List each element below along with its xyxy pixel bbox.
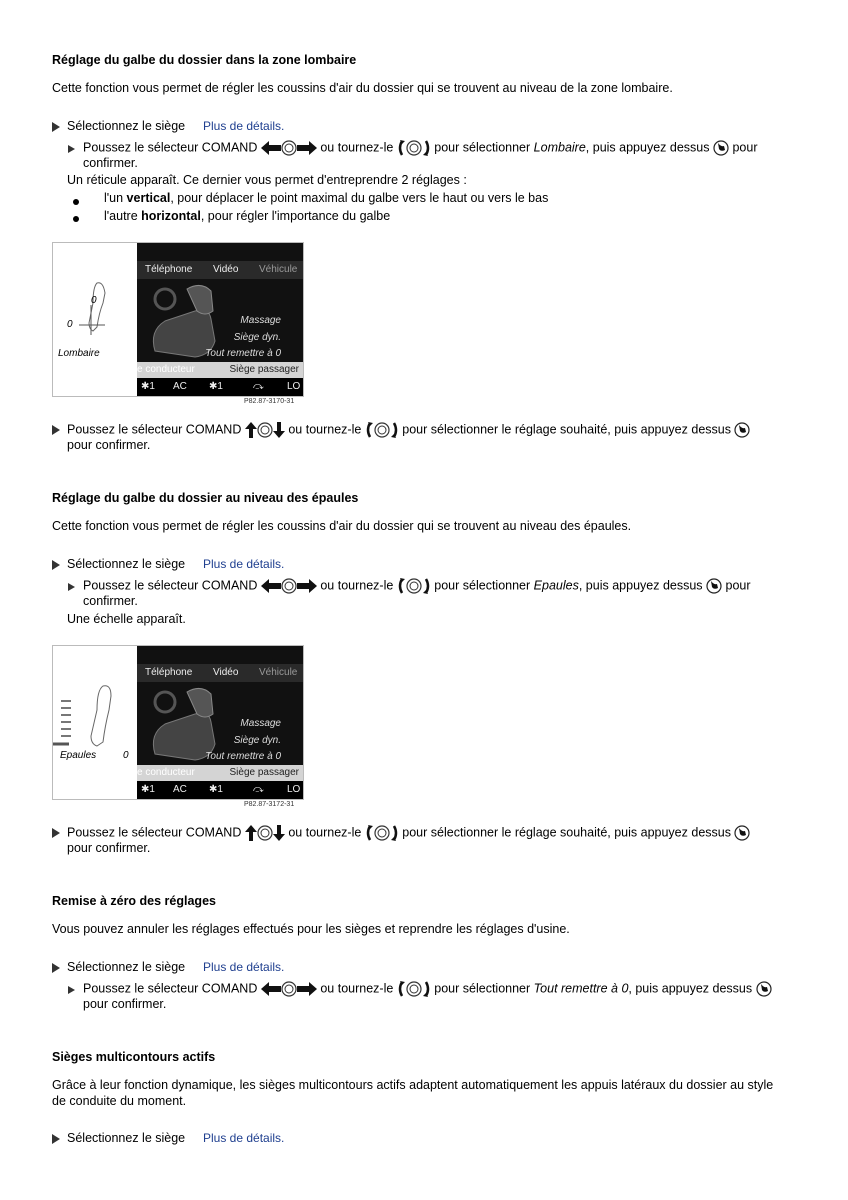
tab-telephone: Téléphone [145,264,193,275]
details-link[interactable]: Plus de détails. [203,1131,285,1145]
tab-vehicule: Véhicule [259,264,298,275]
tab-video: Vidéo [213,264,239,275]
press-knob-icon [734,422,750,438]
confirm-text: pour confirmer. [83,997,167,1011]
bullet-icon [52,1133,60,1147]
confirm-text: pour confirmer. [67,438,151,452]
sub-bullet-icon [68,983,75,997]
arrow-down-icon [273,825,285,841]
bullet-dot [73,194,79,208]
reticle-text: Un réticule apparaît. Ce dernier vous permet d'entreprendre 2 réglages : [67,173,467,187]
comand-text-a: Poussez le sélecteur COMAND [83,578,258,593]
arrow-right-icon [297,982,317,996]
comand-text-b: ou tournez-le [320,578,394,593]
details-link[interactable]: Plus de détails. [203,960,285,974]
menu-reset: Tout remettre à 0 [205,348,281,359]
figure-lombaire [52,242,304,397]
seat-bar [137,362,303,378]
comand-text-c: pour sélectionner [434,578,531,593]
intro-multicontour-1: Grâce à leur fonction dynamique, les sièges multicontours actifs adaptent automatiquement les appuis latéraux du dossier au style [52,1078,774,1092]
section-title-lombaire: Réglage du galbe du dossier dans la zone lombaire [52,53,357,67]
fan-right: ✱1 [209,381,223,392]
airflow-icon: ⤼ [253,381,264,392]
side-label: Lombaire [58,348,100,359]
bullet-vertical: l'un vertical, pour déplacer le point maximal du galbe vers le haut ou vers le bas [104,191,549,205]
scale-zero-left: 0 [67,319,73,330]
side-label: Epaules [60,750,97,761]
tab-telephone: Téléphone [145,667,193,678]
comand-text-d: , puis appuyez dessus [585,140,710,155]
comand-text-d: , puis appuyez dessus [628,981,753,996]
step2-text-c: pour sélectionner le réglage souhaité, puis appuyez dessus [402,825,731,840]
climate-bar [137,378,303,396]
comand-instruction [83,577,751,595]
arrow-down-icon [273,422,285,438]
rotate-knob-icon [365,421,399,439]
press-knob-icon [756,981,772,997]
figure-caption: P82.87-3170-31 [244,398,295,405]
fan-right: ✱1 [209,784,223,795]
arrow-right-icon [297,579,317,593]
screen-tabs [137,664,303,682]
intro-multicontour-2: de conduite du moment. [52,1094,187,1108]
arrow-up-icon [245,825,257,841]
confirm-text: confirmer. [83,594,138,608]
figure-caption: P82.87-3172-31 [244,801,295,808]
select-setting-instruction [67,421,750,439]
step2-text-c: pour sélectionner le réglage souhaité, puis appuyez dessus [402,422,731,437]
bullet-icon [52,424,60,438]
comand-text-b: ou tournez-le [320,140,394,155]
bar-passager: Siège passager [229,364,299,375]
press-knob-icon [706,578,722,594]
select-seat-text: Sélectionnez le siège [67,119,186,133]
knob-icon [281,578,297,594]
knob-icon [281,140,297,156]
bullet-icon [52,962,60,976]
intro-reset: Vous pouvez annuler les réglages effectués pour les sièges et reprendre les réglages d'usine. [52,922,570,936]
bar-passager: Siège passager [229,767,299,778]
comand-text-a: Poussez le sélecteur COMAND [83,140,258,155]
details-link[interactable]: Plus de détails. [203,557,285,571]
airflow-icon: ⤼ [253,784,264,795]
option-lombaire: Lombaire [533,140,586,155]
intro-epaules: Cette fonction vous permet de régler les coussins d'air du dossier qui se trouvent au niveau des épaules. [52,519,632,533]
figure-epaules [52,645,304,800]
scale-zero-top: 0 [91,295,97,306]
confirm-text: confirmer. [83,156,138,170]
bullet-icon [52,827,60,841]
comand-text-a: Poussez le sélecteur COMAND [83,981,258,996]
step2-text-a: Poussez le sélecteur COMAND [67,422,242,437]
bullet-icon [52,121,60,135]
seat-scale-icon [53,646,136,799]
tab-vehicule: Véhicule [259,667,298,678]
comand-instruction [83,139,758,157]
seat-diagram [53,243,136,396]
bullet-dot [73,211,79,225]
seat-diagram [53,646,136,799]
comand-text-e: pour [725,578,751,593]
arrow-left-icon [261,141,281,155]
bar-conducteur: e conducteur [137,364,195,375]
menu-siege-dyn: Siège dyn. [233,332,281,343]
arrow-right-icon [297,141,317,155]
comand-screen [137,646,303,799]
menu-siege-dyn: Siège dyn. [233,735,281,746]
fan-left: ✱1 [141,784,155,795]
climate-bar [137,781,303,799]
menu-reset: Tout remettre à 0 [205,751,281,762]
press-knob-icon [734,825,750,841]
comand-text-c: pour sélectionner [434,981,531,996]
select-seat-text: Sélectionnez le siège [67,557,186,571]
option-reset: Tout remettre à 0 [533,981,629,996]
bullet-horizontal: l'autre horizontal, pour régler l'importance du galbe [104,209,391,223]
select-setting-instruction [67,824,750,842]
step2-text-a: Poussez le sélecteur COMAND [67,825,242,840]
arrow-left-icon [261,982,281,996]
sub-bullet-icon [68,142,75,156]
select-seat-text: Sélectionnez le siège [67,1131,186,1145]
section-title-multicontour: Sièges multicontours actifs [52,1050,216,1064]
scale-zero: 0 [123,750,129,761]
rotate-knob-icon [397,577,431,595]
press-knob-icon [713,140,729,156]
details-link[interactable]: Plus de détails. [203,119,285,133]
ac-label: AC [173,381,187,392]
comand-text-e: pour [732,140,758,155]
rotate-knob-icon [397,139,431,157]
scale-text: Une échelle apparaît. [67,612,186,626]
rotate-knob-icon [365,824,399,842]
temp-lo: LO [287,784,301,795]
comand-text-c: pour sélectionner [434,140,531,155]
seat-bar [137,765,303,781]
rotate-knob-icon [397,980,431,998]
step2-text-b: ou tournez-le [288,825,362,840]
menu-massage: Massage [240,718,281,729]
screen-tabs [137,261,303,279]
section-title-epaules: Réglage du galbe du dossier au niveau des épaules [52,491,359,505]
section-title-reset: Remise à zéro des réglages [52,894,216,908]
knob-icon [281,981,297,997]
option-epaules: Epaules [533,578,579,593]
comand-text-d: , puis appuyez dessus [578,578,703,593]
arrow-left-icon [261,579,281,593]
sub-bullet-icon [68,580,75,594]
comand-instruction [83,980,772,998]
bar-conducteur: e conducteur [137,767,195,778]
step2-text-b: ou tournez-le [288,422,362,437]
confirm-text: pour confirmer. [67,841,151,855]
tab-video: Vidéo [213,667,239,678]
select-seat-text: Sélectionnez le siège [67,960,186,974]
menu-massage: Massage [240,315,281,326]
knob-icon [257,825,273,841]
intro-lombaire: Cette fonction vous permet de régler les coussins d'air du dossier qui se trouvent au niveau de la zone lombaire. [52,81,673,95]
bullet-icon [52,559,60,573]
seat-outline-icon [53,243,136,396]
fan-left: ✱1 [141,381,155,392]
arrow-up-icon [245,422,257,438]
knob-icon [257,422,273,438]
comand-text-b: ou tournez-le [320,981,394,996]
temp-lo: LO [287,381,301,392]
comand-screen [137,243,303,396]
ac-label: AC [173,784,187,795]
